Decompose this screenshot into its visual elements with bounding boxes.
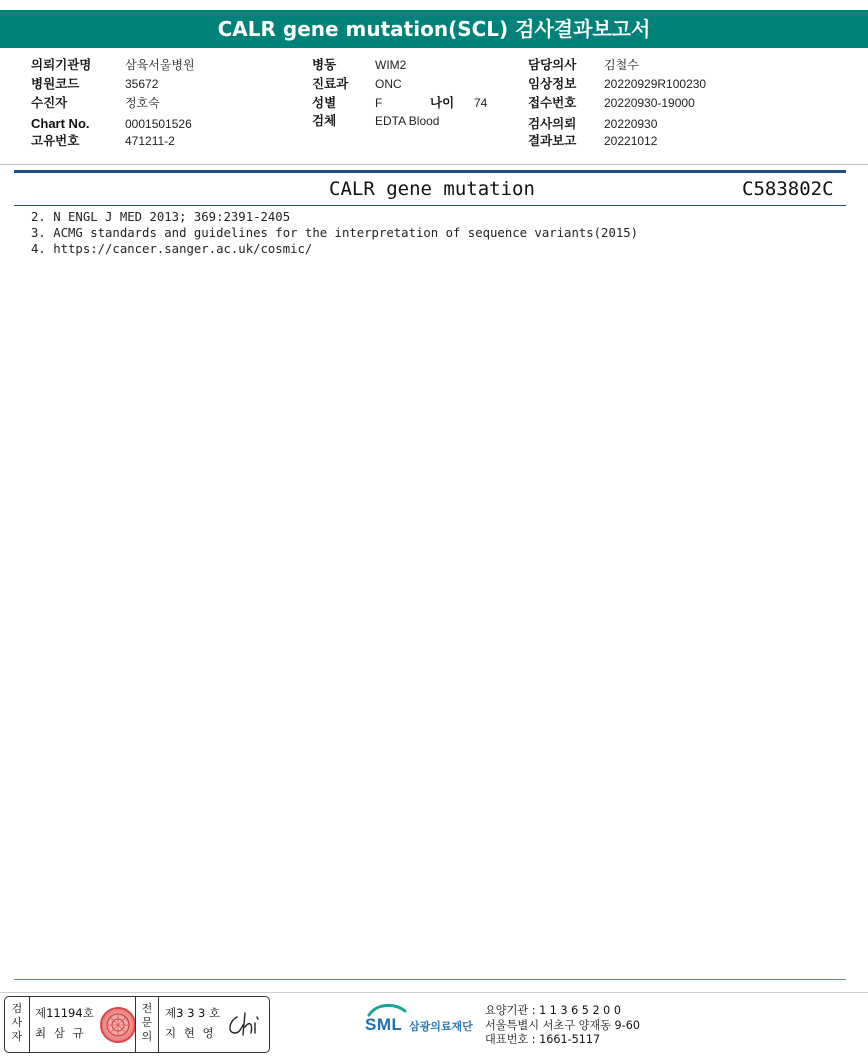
label-hospital-code: 병원코드: [31, 76, 80, 91]
examiner-label: 검사자: [11, 1002, 23, 1043]
sml-logo-org-name: 삼광의료재단: [409, 1020, 473, 1033]
label-result-report-date: 결과보고: [528, 133, 577, 148]
organization-info: [485, 1004, 640, 1048]
report-top-rule: [14, 170, 846, 173]
specialist-label: 전문의: [141, 1002, 153, 1043]
signature-icon: [225, 1009, 265, 1041]
footer-rule: [14, 979, 846, 980]
value-requesting-institution: 삼육서울병원: [125, 58, 195, 72]
value-patient-name: 정호숙: [125, 96, 160, 110]
value-receipt-number: 20220930-19000: [604, 96, 695, 110]
label-department: 진료과: [312, 76, 349, 91]
specialist-label-cell: [136, 997, 159, 1052]
label-receipt-number: 접수번호: [528, 95, 577, 110]
sml-logo: [365, 1003, 477, 1043]
label-test-request-date: 검사의뢰: [528, 116, 577, 131]
value-attending-doctor: 김철수: [604, 58, 639, 72]
patient-info-section: [0, 54, 868, 164]
value-ward: WIM2: [375, 58, 407, 72]
label-attending-doctor: 담당의사: [528, 57, 577, 72]
label-requesting-institution: 의뢰기관명: [31, 57, 92, 72]
org-phone: 대표번호 : 1661-5117: [485, 1033, 601, 1046]
report-title: CALR gene mutation(SCL) 검사결과보고서: [0, 10, 868, 48]
test-name: CALR gene mutation: [329, 178, 535, 200]
value-test-request-date: 20220930: [604, 117, 658, 131]
seal-stamp-icon: [100, 1007, 136, 1043]
report-sub-rule: [14, 205, 846, 206]
label-sex: 성별: [312, 95, 337, 110]
test-code: C583802C: [742, 178, 834, 200]
reference-item: 2. N ENGL J MED 2013; 369:2391-2405: [31, 210, 291, 224]
header-divider: [0, 164, 868, 165]
value-specimen: EDTA Blood: [375, 114, 440, 128]
footer-divider: [0, 992, 868, 993]
label-chart-no: Chart No.: [31, 116, 90, 131]
reference-list: [31, 209, 638, 257]
label-unique-id: 고유번호: [31, 133, 80, 148]
specialist-number: 제3 3 3 호: [165, 1006, 221, 1020]
value-sex: F: [375, 96, 383, 110]
org-address: 서울특별시 서초구 양재동 9-60: [485, 1018, 640, 1032]
examiner-label-cell: [5, 997, 30, 1052]
sml-logo-text: SML: [365, 1015, 403, 1034]
reference-item: 4. https://cancer.sanger.ac.uk/cosmic/: [31, 242, 313, 256]
label-ward: 병동: [312, 57, 337, 72]
label-patient-name: 수진자: [31, 95, 68, 110]
examiner-number: 제11194호: [35, 1006, 94, 1020]
specialist-name: 지 현 영: [165, 1026, 216, 1040]
label-clinical-info: 임상정보: [528, 76, 577, 91]
examiner-name: 최 삼 규: [35, 1026, 86, 1040]
value-chart-no: 0001501526: [125, 117, 192, 131]
value-department: ONC: [375, 77, 402, 91]
value-age: 74: [474, 96, 488, 110]
reference-item: 3. ACMG standards and guidelines for the interpretation of sequence variants(2015): [31, 226, 639, 240]
label-specimen: 검체: [312, 113, 337, 128]
value-clinical-info: 20220929R100230: [604, 77, 707, 91]
value-result-report-date: 20221012: [604, 134, 658, 148]
label-age: 나이: [430, 95, 455, 110]
value-unique-id: 471211-2: [125, 134, 175, 148]
value-hospital-code: 35672: [125, 77, 159, 91]
org-institution-code: 요양기관 : 1 1 3 6 5 2 0 0: [485, 1004, 621, 1017]
signature-box: [4, 996, 270, 1053]
